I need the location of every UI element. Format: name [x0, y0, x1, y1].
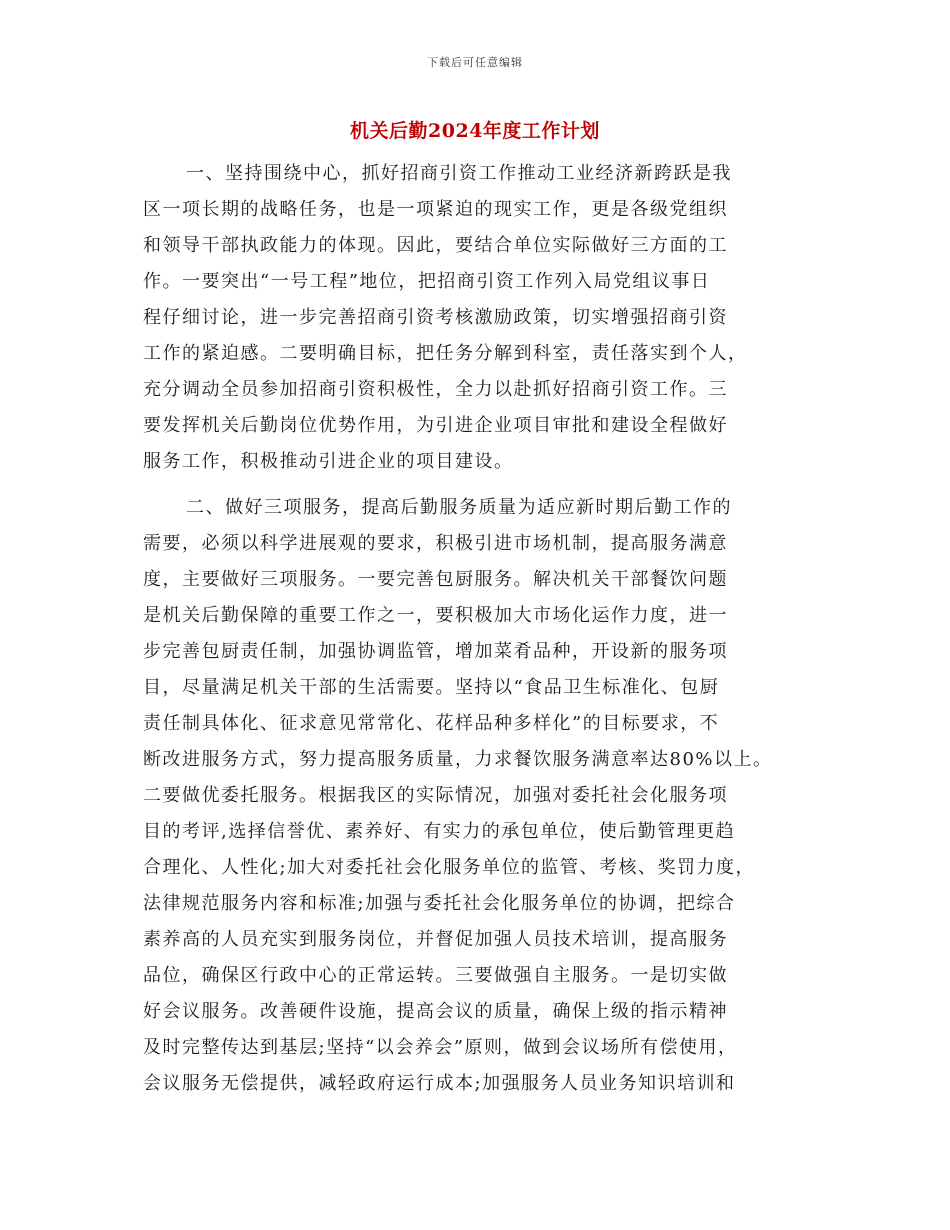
body-line: 二要做优委托服务。根据我区的实际情况，加强对委托社会化服务项	[143, 785, 728, 806]
body-line: 合理化、人性化;加大对委托社会化服务单位的监管、考核、奖罚力度，	[143, 857, 756, 878]
document-title: 机关后勤2024年度工作计划	[350, 120, 600, 142]
body-line: 和领导干部执政能力的体现。因此，要结合单位实际做好三方面的工	[143, 235, 728, 256]
body-line: 程仔细讨论，进一步完善招商引资考核激励政策，切实增强招商引资	[143, 307, 728, 328]
body-line: 需要，必须以科学进展观的要求，积极引进市场机制，提高服务满意	[143, 533, 728, 554]
body-line: 步完善包厨责任制，加强协调监管，增加菜肴品种，开设新的服务项	[143, 641, 728, 662]
body-line: 要发挥机关后勤岗位优势作用，为引进企业项目审批和建设全程做好	[143, 415, 728, 436]
body-line: 度，主要做好三项服务。一要完善包厨服务。解决机关干部餐饮问题	[143, 569, 728, 590]
page-header: 下载后可任意编辑	[427, 56, 523, 69]
body-line: 好会议服务。改善硬件设施，提高会议的质量，确保上级的指示精神	[143, 1001, 728, 1022]
body-line: 区一项长期的战略任务，也是一项紧迫的现实工作，更是各级党组织	[143, 199, 728, 220]
body-line: 二、做好三项服务，提高后勤服务质量为适应新时期后勤工作的	[186, 497, 732, 518]
body-line: 品位，确保区行政中心的正常运转。三要做强自主服务。一是切实做	[143, 965, 728, 986]
body-line: 法律规范服务内容和标准;加强与委托社会化服务单位的协调，把综合	[143, 893, 736, 914]
body-line: 服务工作，积极推动引进企业的项目建设。	[143, 451, 514, 472]
body-line: 会议服务无偿提供，减轻政府运行成本;加强服务人员业务知识培训和	[143, 1073, 736, 1094]
body-line: 作。一要突出“一号工程”地位，把招商引资工作列入局党组议事日	[143, 271, 711, 292]
body-line: 素养高的人员充实到服务岗位，并督促加强人员技术培训，提高服务	[143, 929, 728, 950]
body-line: 是机关后勤保障的重要工作之一，要积极加大市场化运作力度，进一	[143, 605, 728, 626]
body-line: 目的考评,选择信誉优、素养好、有实力的承包单位，使后勤管理更趋	[143, 821, 736, 842]
body-line: 断改进服务方式，努力提高服务质量，力求餐饮服务满意率达80%以上。	[143, 749, 773, 770]
body-line: 及时完整传达到基层;坚持“以会养会”原则，做到会议场所有偿使用，	[143, 1037, 738, 1058]
body-line: 责任制具体化、征求意见常常化、花样品种多样化”的目标要求，不	[143, 713, 720, 734]
body-line: 一、坚持围绕中心，抓好招商引资工作推动工业经济新跨跃是我	[186, 163, 732, 184]
body-line: 充分调动全员参加招商引资积极性，全力以赴抓好招商引资工作。三	[143, 379, 728, 400]
body-line: 目，尽量满足机关干部的生活需要。坚持以“食品卫生标准化、包厨	[143, 677, 720, 698]
body-line: 工作的紧迫感。二要明确目标，把任务分解到科室，责任落实到个人，	[143, 343, 748, 364]
